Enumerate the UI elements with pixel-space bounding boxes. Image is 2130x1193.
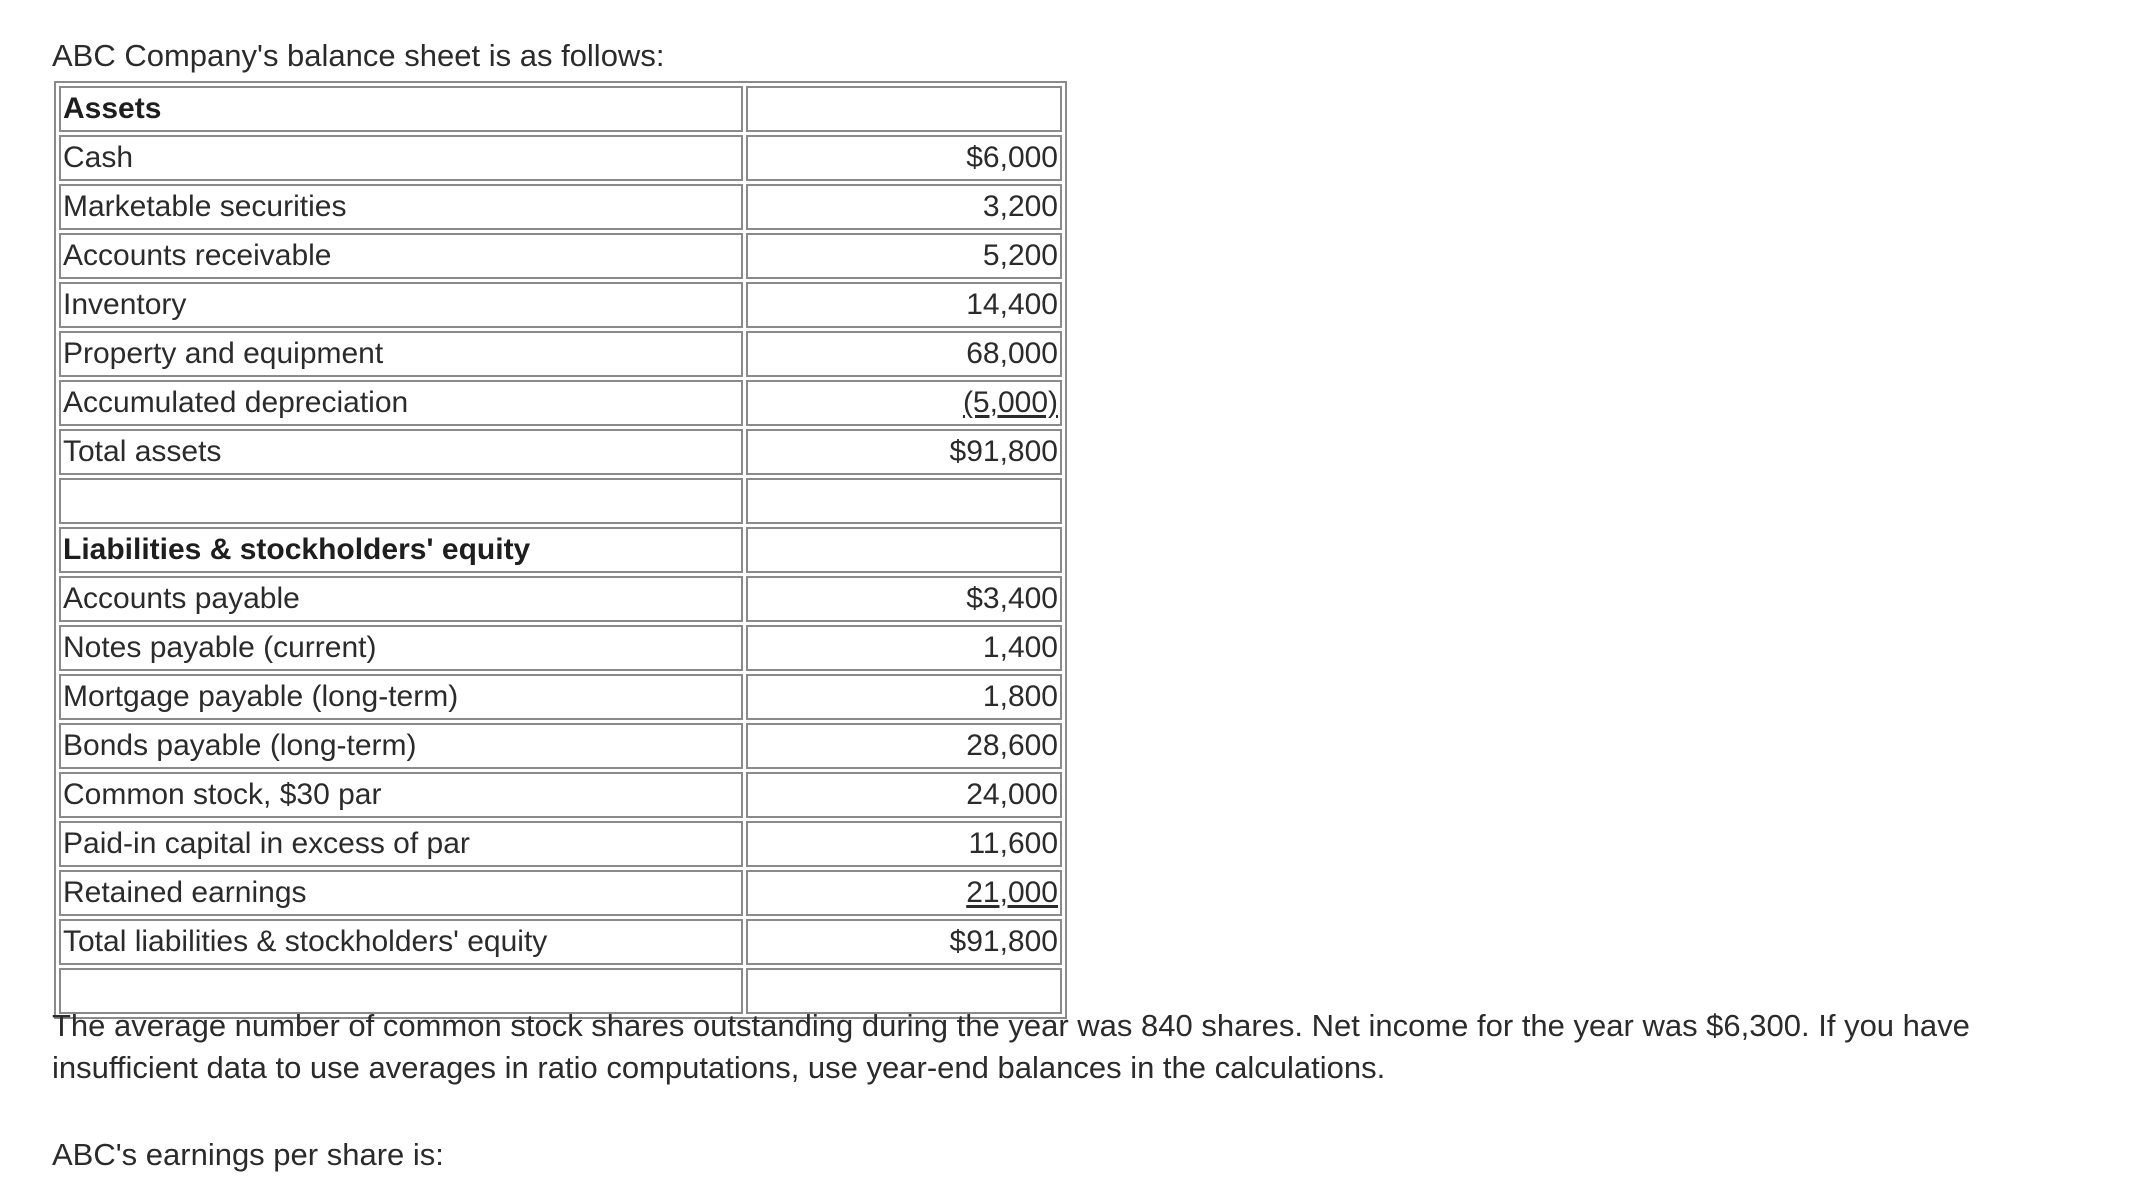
row-label: Retained earnings bbox=[59, 870, 743, 916]
intro-text: ABC Company's balance sheet is as follows: bbox=[52, 38, 665, 73]
row-value-cell bbox=[746, 380, 1062, 426]
problem-paragraph: The average number of common stock shares outstanding during the year was 840 shares. Net income for the year was $6,300. If you have insufficient data to use averages in ratio computations, use year-end balances in the calculations. bbox=[52, 1008, 1970, 1085]
row-value: $91,800 bbox=[949, 925, 1058, 958]
row-value: 21,000 bbox=[966, 876, 1058, 909]
balance-sheet-row bbox=[59, 184, 1062, 230]
row-label: Accounts payable bbox=[59, 576, 743, 622]
balance-sheet-row bbox=[59, 625, 1062, 671]
balance-sheet-row bbox=[59, 772, 1062, 818]
row-value: 68,000 bbox=[966, 337, 1058, 370]
row-label: Mortgage payable (long-term) bbox=[59, 674, 743, 720]
row-value-cell bbox=[746, 527, 1062, 573]
balance-sheet-row bbox=[59, 674, 1062, 720]
section-header-label: Assets bbox=[59, 86, 743, 132]
row-value: 3,200 bbox=[982, 190, 1058, 223]
balance-sheet-row bbox=[59, 821, 1062, 867]
row-value-cell bbox=[746, 821, 1062, 867]
row-value-cell bbox=[746, 723, 1062, 769]
row-value: 1,400 bbox=[982, 631, 1058, 664]
row-value: (5,000) bbox=[962, 386, 1058, 419]
row-label: Inventory bbox=[59, 282, 743, 328]
row-label: Accumulated depreciation bbox=[59, 380, 743, 426]
row-value: $3,400 bbox=[966, 582, 1058, 615]
row-label: Property and equipment bbox=[59, 331, 743, 377]
section-header-row bbox=[59, 527, 1062, 573]
row-value-cell bbox=[746, 429, 1062, 475]
section-header-label: Liabilities & stockholders' equity bbox=[59, 527, 743, 573]
question-text: ABC's earnings per share is: bbox=[52, 1137, 444, 1172]
row-label: Bonds payable (long-term) bbox=[59, 723, 743, 769]
balance-sheet-row bbox=[59, 723, 1062, 769]
balance-sheet-row bbox=[59, 135, 1062, 181]
balance-sheet-row bbox=[59, 282, 1062, 328]
balance-sheet-row bbox=[59, 380, 1062, 426]
row-value-cell bbox=[746, 772, 1062, 818]
row-value-cell bbox=[746, 870, 1062, 916]
row-value-cell bbox=[746, 919, 1062, 965]
balance-sheet-row bbox=[59, 233, 1062, 279]
row-value: $6,000 bbox=[966, 141, 1058, 174]
row-value: $91,800 bbox=[949, 435, 1058, 468]
row-value-cell bbox=[746, 576, 1062, 622]
balance-sheet-row bbox=[59, 429, 1062, 475]
row-label: Total liabilities & stockholders' equity bbox=[59, 919, 743, 965]
row-label: Cash bbox=[59, 135, 743, 181]
balance-sheet-table bbox=[54, 81, 1067, 1019]
row-value-cell bbox=[746, 331, 1062, 377]
row-value-cell bbox=[746, 135, 1062, 181]
row-value-cell bbox=[746, 184, 1062, 230]
row-label: Accounts receivable bbox=[59, 233, 743, 279]
row-label: Marketable securities bbox=[59, 184, 743, 230]
row-value: 28,600 bbox=[966, 729, 1058, 762]
row-value-cell bbox=[746, 282, 1062, 328]
row-value: 1,800 bbox=[982, 680, 1058, 713]
balance-sheet-row bbox=[59, 331, 1062, 377]
row-value-cell bbox=[746, 233, 1062, 279]
balance-sheet-row bbox=[59, 870, 1062, 916]
balance-sheet-row bbox=[59, 919, 1062, 965]
row-value: 11,600 bbox=[968, 827, 1058, 860]
row-value-cell bbox=[746, 674, 1062, 720]
row-label: Common stock, $30 par bbox=[59, 772, 743, 818]
balance-sheet-body bbox=[59, 86, 1062, 1014]
row-label bbox=[59, 478, 743, 524]
balance-sheet-row bbox=[59, 576, 1062, 622]
row-value: 14,400 bbox=[966, 288, 1058, 321]
section-header-row bbox=[59, 86, 1062, 132]
row-value-cell bbox=[746, 625, 1062, 671]
row-label: Paid-in capital in excess of par bbox=[59, 821, 743, 867]
row-value: 5,200 bbox=[982, 239, 1058, 272]
spacer-row bbox=[59, 478, 1062, 524]
row-value-cell bbox=[746, 86, 1062, 132]
row-value-cell bbox=[746, 478, 1062, 524]
row-label: Total assets bbox=[59, 429, 743, 475]
row-label: Notes payable (current) bbox=[59, 625, 743, 671]
row-value: 24,000 bbox=[966, 778, 1058, 811]
